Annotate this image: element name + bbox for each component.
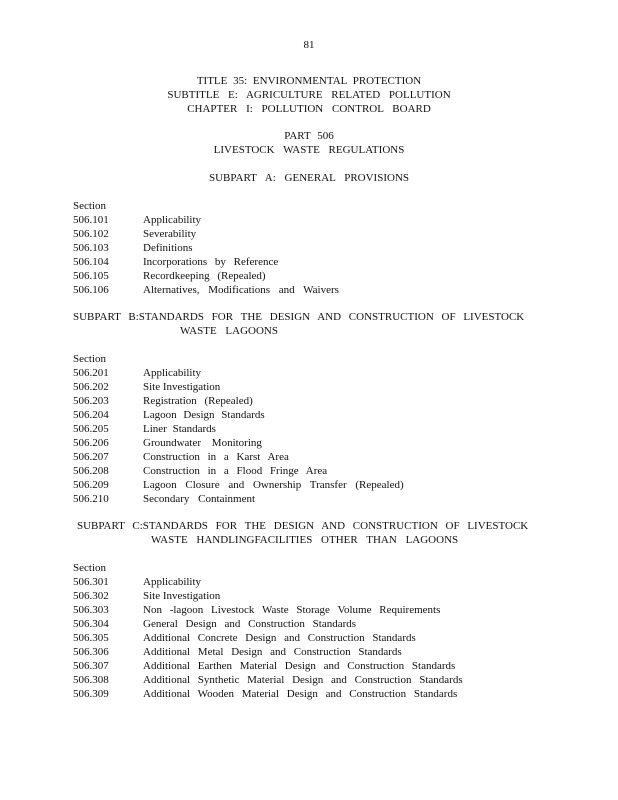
section-number: 506.207 xyxy=(73,451,109,463)
section-number: 506.303 xyxy=(73,604,109,616)
section-row xyxy=(73,394,593,408)
section-number: 506.210 xyxy=(73,493,109,505)
section-number: 506.106 xyxy=(73,284,109,296)
section-title: Lagoon Closure and Ownership Transfer (Repealed) xyxy=(143,479,404,491)
section-number: 506.306 xyxy=(73,646,109,658)
section-row xyxy=(73,422,593,436)
section-number: 506.302 xyxy=(73,590,109,602)
section-number: 506.301 xyxy=(73,576,109,588)
section-label: Section xyxy=(73,353,106,365)
section-title: General Design and Construction Standards xyxy=(143,618,357,630)
section-row xyxy=(73,450,593,464)
section-title: Applicability xyxy=(143,214,202,226)
section-row xyxy=(73,464,593,478)
chapter-heading: CHAPTER I: POLLUTION CONTROL BOARD xyxy=(187,103,431,115)
section-label: Section xyxy=(73,200,106,212)
section-number: 506.102 xyxy=(73,228,109,240)
section-title: Registration (Repealed) xyxy=(143,395,253,407)
section-number: 506.103 xyxy=(73,242,109,254)
section-row xyxy=(73,603,593,617)
subpart-c-heading-cont: WASTE HANDLINGFACILITIES OTHER THAN LAGOONS xyxy=(151,534,459,546)
section-row xyxy=(73,227,593,241)
section-number: 506.304 xyxy=(73,618,109,630)
section-title: Construction in a Karst Area xyxy=(143,451,289,463)
section-title: Severability xyxy=(143,228,197,240)
section-number: 506.208 xyxy=(73,465,109,477)
section-title: Non -lagoon Livestock Waste Storage Volume Requirements xyxy=(143,604,441,616)
section-row xyxy=(73,673,593,687)
page-number: 81 xyxy=(303,39,315,51)
section-number: 506.101 xyxy=(73,214,109,226)
section-title: Site Investigation xyxy=(143,381,221,393)
section-number: 506.105 xyxy=(73,270,109,282)
section-row xyxy=(73,659,593,673)
part-name: LIVESTOCK WASTE REGULATIONS xyxy=(213,144,405,156)
section-title: Liner Standards xyxy=(143,423,216,435)
section-number: 506.206 xyxy=(73,437,109,449)
section-number: 506.201 xyxy=(73,367,109,379)
subpart-b-heading: SUBPART B:STANDARDS FOR THE DESIGN AND CONSTRUCTION OF LIVESTOCK xyxy=(73,311,525,323)
section-number: 506.209 xyxy=(73,479,109,491)
section-number: 506.104 xyxy=(73,256,109,268)
section-row xyxy=(73,645,593,659)
section-title: Additional Metal Design and Construction Standards xyxy=(143,646,402,658)
section-number: 506.305 xyxy=(73,632,109,644)
section-number: 506.307 xyxy=(73,660,109,672)
section-row xyxy=(73,589,593,603)
section-title: Additional Concrete Design and Construction Standards xyxy=(143,632,416,644)
section-row xyxy=(73,617,593,631)
section-title: Additional Synthetic Material Design and Construction Standards xyxy=(143,674,463,686)
section-number: 506.205 xyxy=(73,423,109,435)
subpart-b-heading-cont: WASTE LAGOONS xyxy=(180,325,278,337)
section-number: 506.204 xyxy=(73,409,109,421)
section-title: Site Investigation xyxy=(143,590,221,602)
section-label: Section xyxy=(73,562,106,574)
section-title: Applicability xyxy=(143,576,202,588)
section-row xyxy=(73,408,593,422)
title-heading: TITLE 35: ENVIRONMENTAL PROTECTION xyxy=(196,75,422,87)
section-title: Applicability xyxy=(143,367,202,379)
section-title: Definitions xyxy=(143,242,193,254)
section-title: Secondary Containment xyxy=(143,493,256,505)
section-title: Lagoon Design Standards xyxy=(143,409,265,421)
section-row xyxy=(73,366,593,380)
subpart-a-heading: SUBPART A: GENERAL PROVISIONS xyxy=(209,172,409,184)
section-row xyxy=(73,255,593,269)
section-number: 506.309 xyxy=(73,688,109,700)
section-row xyxy=(73,492,593,506)
section-number: 506.308 xyxy=(73,674,109,686)
section-number: 506.202 xyxy=(73,381,109,393)
section-title: Groundwater Monitoring xyxy=(143,437,262,449)
section-title: Construction in a Flood Fringe Area xyxy=(143,465,328,477)
section-title: Incorporations by Reference xyxy=(143,256,279,268)
section-row xyxy=(73,478,593,492)
section-row xyxy=(73,283,593,297)
section-title: Alternatives, Modifications and Waivers xyxy=(143,284,339,296)
section-title: Additional Wooden Material Design and Construction Standards xyxy=(143,688,458,700)
section-row xyxy=(73,436,593,450)
subpart-c-heading: SUBPART C:STANDARDS FOR THE DESIGN AND CONSTRUCTION OF LIVESTOCK xyxy=(77,520,529,532)
subtitle-heading: SUBTITLE E: AGRICULTURE RELATED POLLUTION xyxy=(167,89,451,101)
section-row xyxy=(73,631,593,645)
section-row xyxy=(73,380,593,394)
section-number: 506.203 xyxy=(73,395,109,407)
section-row xyxy=(73,241,593,255)
section-row xyxy=(73,213,593,227)
section-row xyxy=(73,687,593,701)
section-title: Recordkeeping (Repealed) xyxy=(143,270,266,282)
section-row xyxy=(73,575,593,589)
section-row xyxy=(73,269,593,283)
part-number: PART 506 xyxy=(284,130,334,142)
section-title: Additional Earthen Material Design and Construction Standards xyxy=(143,660,456,672)
